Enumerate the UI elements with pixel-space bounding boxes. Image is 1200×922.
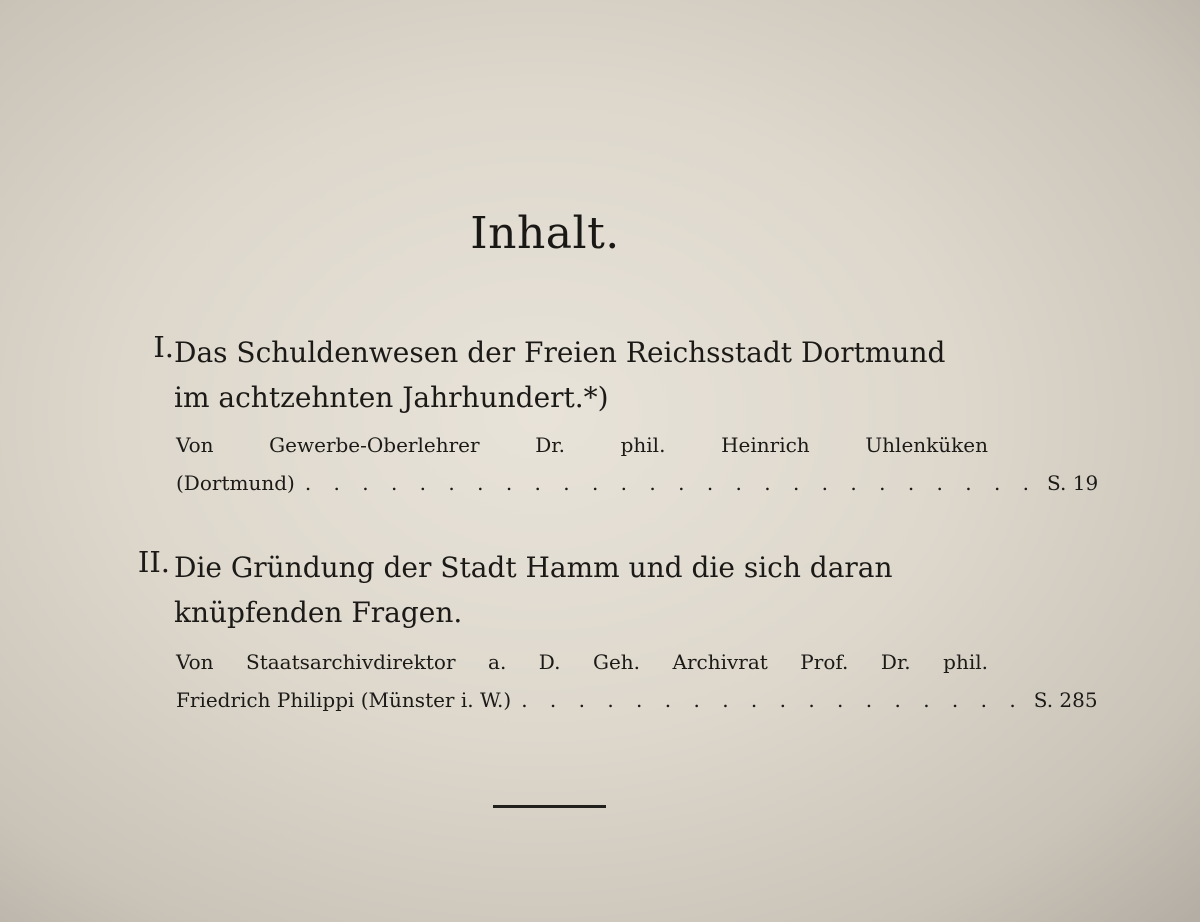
entry-author-name: Friedrich Philippi (Münster i. W.) xyxy=(176,688,512,712)
entry-title-line-1: Das Schuldenwesen der Freien Reichsstadt Dortmund xyxy=(174,336,946,369)
leader-dots: . . . . . . . . . . . . . . . . . . xyxy=(521,688,1024,712)
entry-author-line-1: Von Gewerbe-Oberlehrer Dr. phil. Heinrich Uhlenküken xyxy=(176,433,988,457)
entry-author-place: (Dortmund) xyxy=(176,471,295,495)
entry-title-line-2: im achtzehnten Jahrhundert.*) xyxy=(174,381,609,414)
entry-numeral: I. xyxy=(153,330,174,364)
page-reference: S. 285 xyxy=(1033,688,1098,712)
leader-dots: . . . . . . . . . . . . . . . . . . . . . . . . . . xyxy=(304,471,1038,495)
entry-title xyxy=(174,545,994,635)
entry-title xyxy=(174,330,994,420)
entry-author-line-2 xyxy=(176,464,1099,502)
entry-numeral: II. xyxy=(137,545,170,579)
entry-title-line-1: Die Gründung der Stadt Hamm und die sich daran xyxy=(174,551,893,584)
entry-author-line-1: Von Staatsarchivdirektor a. D. Geh. Archivrat Prof. Dr. phil. xyxy=(176,650,988,674)
entry-title-line-2: knüpfenden Fragen. xyxy=(174,596,463,629)
entry-author xyxy=(176,426,1099,502)
page-title: Inhalt. xyxy=(470,208,620,259)
page-reference: S. 19 xyxy=(1047,471,1099,495)
closing-rule xyxy=(493,805,606,808)
entry-author-line-2 xyxy=(176,681,1098,719)
entry-author xyxy=(176,643,1098,719)
